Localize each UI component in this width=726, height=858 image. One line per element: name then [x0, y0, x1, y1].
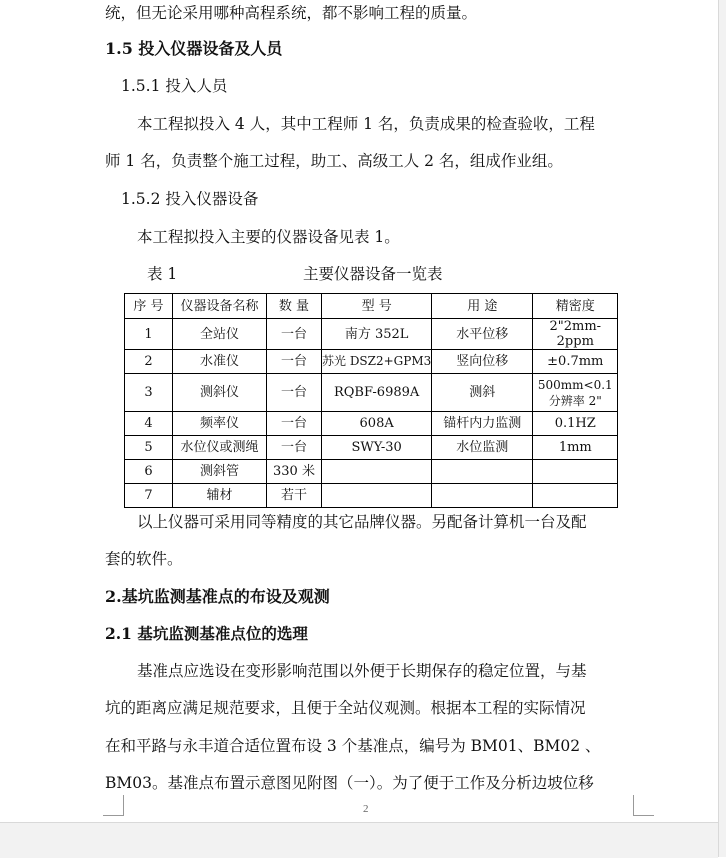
- table-cell: [432, 460, 533, 484]
- table-cell: 一台: [267, 436, 322, 460]
- table-cell: 1: [125, 319, 173, 350]
- paragraph-line: 本工程拟投入主要的仪器设备见表 1。: [137, 228, 400, 246]
- table-cell: 辅材: [173, 484, 267, 508]
- section-heading: 2.基坑监测基准点的布设及观测: [105, 587, 330, 606]
- header-cell: 仪器设备名称: [173, 294, 267, 319]
- table-cell: 测斜: [432, 374, 533, 412]
- table-cell: 330 米: [267, 460, 322, 484]
- table-cell: 7: [125, 484, 173, 508]
- table-row: [125, 319, 618, 350]
- table-cell: [322, 460, 432, 484]
- table-cell: 水准仪: [173, 350, 267, 374]
- table-cell: 0.1HZ: [533, 412, 618, 436]
- table-cell: RQBF-6989A: [322, 374, 432, 412]
- paragraph-line: 本工程拟投入 4 人，其中工程师 1 名，负责成果的检查验收，工程: [137, 115, 595, 133]
- table-row: [125, 374, 618, 412]
- table-cell: 1mm: [533, 436, 618, 460]
- paragraph-line: 基准点应选设在变形影响范围以外便于长期保存的稳定位置，与基: [137, 662, 587, 680]
- header-cell: 型 号: [322, 294, 432, 319]
- crop-mark: [633, 795, 654, 816]
- table-cell: ±0.7mm: [533, 350, 618, 374]
- table-cell: 3: [125, 374, 173, 412]
- paragraph-line: 在和平路与永丰道合适位置布设 3 个基准点，编号为 BM01、BM02 、: [105, 737, 601, 755]
- paragraph-line: 套的软件。: [105, 550, 183, 568]
- table-cell: SWY-30: [322, 436, 432, 460]
- table-row: [125, 460, 618, 484]
- table-row: [125, 436, 618, 460]
- page-bottom-gutter: [0, 822, 718, 858]
- table-cell: 2"2mm-2ppm: [533, 319, 618, 350]
- subsection-heading: 1.5.1 投入人员: [121, 77, 228, 95]
- page-right-gutter: [718, 0, 726, 857]
- table-cell: 一台: [267, 374, 322, 412]
- table-cell: 一台: [267, 350, 322, 374]
- paragraph-line: 统，但无论采用哪种高程系统，都不影响工程的质量。: [105, 4, 478, 22]
- table-cell: 水平位移: [432, 319, 533, 350]
- table-number: 表 1: [147, 265, 178, 283]
- crop-mark: [103, 795, 124, 816]
- table-cell: 测斜管: [173, 460, 267, 484]
- table-cell: 一台: [267, 319, 322, 350]
- table-cell: 6: [125, 460, 173, 484]
- subsection-heading: 1.5.2 投入仪器设备: [121, 190, 259, 208]
- table-cell: 测斜仪: [173, 374, 267, 412]
- table-cell: 竖向位移: [432, 350, 533, 374]
- table-cell: 若干: [267, 484, 322, 508]
- table-row: [125, 484, 618, 508]
- section-heading: 1.5 投入仪器设备及人员: [105, 39, 283, 58]
- table-cell: 南方 352L: [322, 319, 432, 350]
- paragraph-line: BM03。基准点布置示意图见附图（一）。为了便于工作及分析边坡位移: [105, 774, 594, 792]
- table-header-row: [125, 294, 618, 319]
- table-cell: [533, 460, 618, 484]
- table-cell: 4: [125, 412, 173, 436]
- paragraph-line: 以上仪器可采用同等精度的其它品牌仪器。另配备计算机一台及配: [137, 513, 587, 531]
- header-cell: 精密度: [533, 294, 618, 319]
- header-cell: 用 途: [432, 294, 533, 319]
- header-cell: 数 量: [267, 294, 322, 319]
- table-cell: 全站仪: [173, 319, 267, 350]
- table-cell: 水位监测: [432, 436, 533, 460]
- table-title: 主要仪器设备一览表: [303, 265, 443, 283]
- section-heading: 2.1 基坑监测基准点位的选理: [105, 624, 308, 643]
- paragraph-line: 坑的距离应满足规范要求，且便于全站仪观测。根据本工程的实际情况: [105, 699, 586, 717]
- table-cell: [432, 484, 533, 508]
- table-cell: 水位仪或测绳: [173, 436, 267, 460]
- header-cell: 序 号: [125, 294, 173, 319]
- table-cell: 一台: [267, 412, 322, 436]
- table-cell: 5: [125, 436, 173, 460]
- table-cell: 频率仪: [173, 412, 267, 436]
- table-row: [125, 350, 618, 374]
- table-cell: 500mm<0.1 分辨率 2": [533, 374, 618, 412]
- paragraph-line: 师 1 名，负责整个施工过程，助工、高级工人 2 名，组成作业组。: [105, 152, 563, 170]
- table-cell: 苏光 DSZ2+GPM3: [322, 350, 432, 374]
- table-cell: [533, 484, 618, 508]
- page-number: 2: [363, 803, 369, 815]
- table-row: [125, 412, 618, 436]
- table-cell: [322, 484, 432, 508]
- table-cell: 锚杆内力监测: [432, 412, 533, 436]
- equipment-table: [124, 293, 618, 508]
- table-cell: 608A: [322, 412, 432, 436]
- table-cell: 2: [125, 350, 173, 374]
